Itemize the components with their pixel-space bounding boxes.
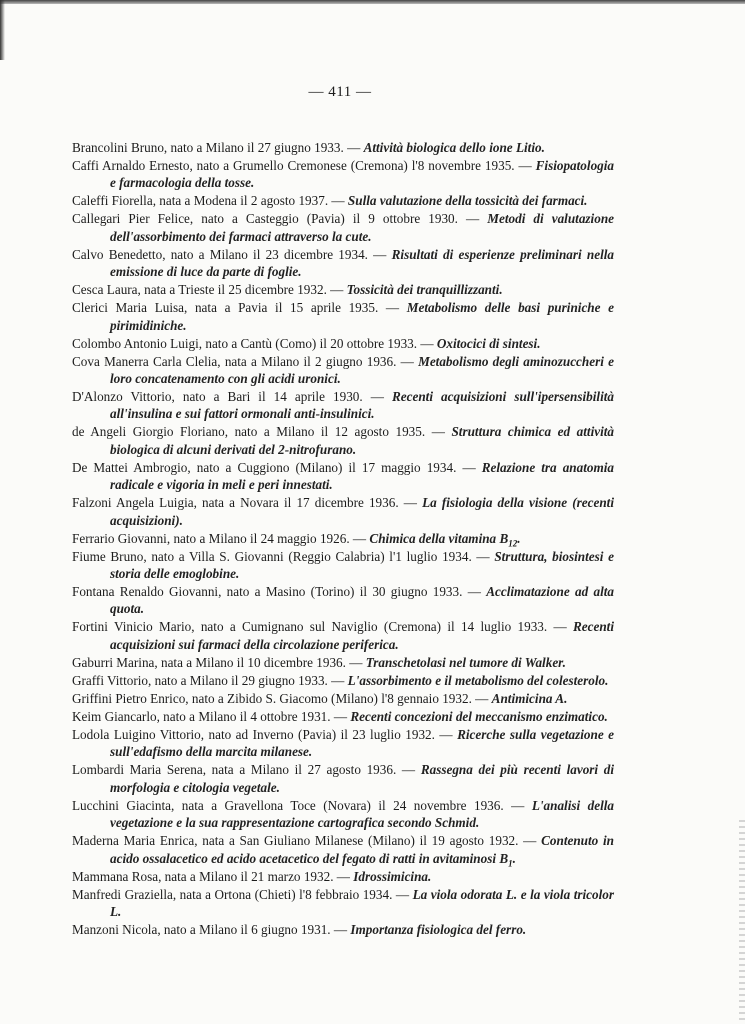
list-item: [72, 690, 614, 707]
list-item: [72, 388, 614, 423]
thesis-list: [72, 139, 614, 939]
title-punctuation: .: [512, 850, 516, 866]
list-item: [72, 708, 614, 725]
author-info: Cova Manerra Carla Clelia, nata a Milano il 2 giugno 1936. —: [72, 353, 414, 369]
thesis-title: Importanza fisiologica del ferro.: [350, 921, 527, 937]
thesis-title: Metabolismo degli aminozuccheri e loro concatenamento con gli acidi uronici.: [110, 353, 614, 387]
author-info: D'Alonzo Vittorio, nato a Bari il 14 aprile 1930. —: [72, 389, 384, 405]
author-info: de Angeli Giorgio Floriano, nato a Milano il 12 agosto 1935. —: [72, 424, 445, 440]
list-item: [72, 246, 614, 281]
list-item: [72, 157, 614, 192]
thesis-title: Ricerche sulla vegetazione e sull'edafismo della marcita milanese.: [110, 726, 615, 760]
scan-left-edge: [0, 0, 5, 60]
list-item: [72, 299, 614, 334]
author-info: Caffi Arnaldo Ernesto, nato a Grumello Cremonese (Cremona) l'8 novembre 1935. —: [72, 158, 532, 173]
author-info: Mammana Rosa, nata a Milano il 21 marzo 1932. —: [72, 868, 350, 884]
author-info: Brancolini Bruno, nato a Milano il 27 giugno 1933. —: [72, 140, 361, 155]
thesis-title: Attività biologica dello ione Litio.: [363, 140, 545, 155]
author-info: De Mattei Ambrogio, nato a Cuggiono (Milano) il 17 maggio 1934. —: [72, 459, 476, 475]
author-info: Callegari Pier Felice, nato a Casteggio (Pavia) il 9 ottobre 1930. —: [72, 211, 480, 227]
author-info: Maderna Maria Enrica, nata a San Giuliano Milanese (Milano) il 19 agosto 1932. —: [72, 833, 537, 849]
list-item: [72, 139, 614, 156]
thesis-title: Fisiopatologia e farmacologia della tosse.: [110, 158, 615, 191]
list-item: [72, 726, 614, 761]
author-info: Lodola Luigino Vittorio, nato ad Inverno (Pavia) il 23 luglio 1932. —: [72, 726, 453, 742]
list-item: [72, 353, 614, 388]
thesis-title: Oxitocici di sintesi.: [436, 335, 541, 351]
author-info: Ferrario Giovanni, nato a Milano il 24 maggio 1926. —: [72, 530, 367, 546]
thesis-title: Relazione tra anatomia radicale e vigoria in meli e peri innestati.: [110, 459, 614, 493]
author-info: Fiume Bruno, nato a Villa S. Giovanni (Reggio Calabria) l'1 luglio 1934. —: [72, 548, 490, 564]
thesis-title: Sulla valutazione della tossicità dei farmaci.: [347, 193, 588, 209]
list-item: [72, 868, 614, 885]
scan-top-edge: [0, 0, 745, 4]
author-info: Graffi Vittorio, nato a Milano il 29 giugno 1933. —: [72, 672, 345, 688]
list-item: [72, 335, 614, 352]
author-info: Lucchini Giacinta, nata a Gravellona Toce (Novara) il 24 novembre 1936. —: [72, 797, 525, 813]
thesis-title: Risultati di esperienze preliminari nella emissione di luce da parte di foglie.: [110, 246, 615, 280]
author-info: Manfredi Graziella, nata a Ortona (Chieti) l'8 febbraio 1934. —: [72, 886, 410, 902]
page-number: — 411 —: [308, 84, 372, 100]
thesis-title: L'assorbimento e il metabolismo del colesterolo.: [347, 672, 609, 688]
thesis-title: Recenti acquisizioni sui farmaci della circolazione periferica.: [110, 619, 614, 652]
list-item: [72, 210, 614, 245]
list-item: [72, 192, 614, 209]
thesis-title: La viola odorata L. e la viola tricolor L.: [110, 886, 614, 919]
list-item: [72, 886, 614, 921]
thesis-title: Antimicina A.: [491, 690, 568, 706]
author-info: Griffini Pietro Enrico, nato a Zibido S. Giacomo (Milano) l'8 gennaio 1932. —: [72, 690, 489, 706]
thesis-title: Struttura, biosintesi e storia delle emoglobine.: [110, 548, 614, 582]
list-item: [72, 761, 614, 796]
list-item: [72, 530, 614, 547]
thesis-title: Tossicità dei tranquillizzanti.: [346, 282, 503, 298]
thesis-title: Idrossimicina.: [353, 868, 432, 884]
author-info: Fontana Renaldo Giovanni, nato a Masino (Torino) il 30 giugno 1933. —: [72, 584, 481, 600]
thesis-title: Struttura chimica ed attività biologica di alcuni derivati del 2-nitrofurano.: [110, 424, 615, 457]
author-info: Lombardi Maria Serena, nata a Milano il 27 agosto 1936. —: [72, 762, 416, 778]
thesis-title: Metabolismo delle basi puriniche e pirimidiniche.: [110, 300, 614, 333]
list-item: [72, 281, 614, 298]
author-info: Calvo Benedetto, nato a Milano il 23 dicembre 1934. —: [72, 246, 387, 262]
thesis-title: Metodi di valutazione dell'assorbimento dei farmaci attraverso la cute.: [110, 211, 615, 244]
subscript: 1: [508, 858, 513, 869]
list-item: [72, 459, 614, 494]
author-info: Keim Giancarlo, nato a Milano il 4 ottobre 1931. —: [72, 708, 348, 724]
thesis-title: Chimica della vitamina B: [369, 530, 509, 546]
subscript: 12: [508, 538, 518, 549]
list-item: [72, 654, 614, 671]
list-item: [72, 423, 614, 458]
list-item: [72, 618, 614, 653]
author-info: Cesca Laura, nata a Trieste il 25 dicembre 1932. —: [72, 282, 344, 298]
title-punctuation: .: [517, 530, 521, 546]
thesis-title: Rassegna dei più recenti lavori di morfologia e citologia vegetale.: [110, 762, 615, 795]
scan-binding-edge: [739, 820, 745, 1024]
list-item: [72, 832, 614, 867]
thesis-title: Transchetolasi nel tumore di Walker.: [365, 654, 566, 670]
list-item: [72, 921, 614, 938]
list-item: [72, 797, 614, 832]
author-info: Colombo Antonio Luigi, nato a Cantù (Como) il 20 ottobre 1933. —: [72, 335, 434, 351]
thesis-title: Recenti concezioni del meccanismo enzimatico.: [350, 708, 608, 724]
list-item: [72, 583, 614, 618]
author-info: Fortini Vinicio Mario, nato a Cumignano sul Naviglio (Cremona) il 14 luglio 1933. —: [72, 619, 567, 635]
author-info: Manzoni Nicola, nato a Milano il 6 giugno 1931. —: [72, 921, 348, 937]
author-info: Falzoni Angela Luigia, nata a Novara il 17 dicembre 1936. —: [72, 495, 417, 511]
thesis-title: La fisiologia della visione (recenti acquisizioni).: [110, 495, 614, 528]
author-info: Gaburri Marina, nata a Milano il 10 dicembre 1936. —: [72, 654, 363, 670]
thesis-title: Recenti acquisizioni sull'ipersensibilità all'insulina e sui fattori ormonali anti-insulinici.: [110, 389, 614, 422]
thesis-title: Contenuto in acido ossalacetico ed acido acetacetico del fegato di ratti in avitaminosi B: [110, 833, 614, 866]
thesis-title: L'analisi della vegetazione e la sua rappresentazione cartografica secondo Schmid.: [110, 797, 615, 831]
list-item: [72, 672, 614, 689]
list-item: [72, 548, 614, 583]
author-info: Clerici Maria Luisa, nata a Pavia il 15 aprile 1935. —: [72, 300, 400, 316]
author-info: Caleffi Fiorella, nata a Modena il 2 agosto 1937. —: [72, 193, 345, 209]
list-item: [72, 494, 614, 529]
thesis-title: Acclimatazione ad alta quota.: [110, 584, 614, 617]
